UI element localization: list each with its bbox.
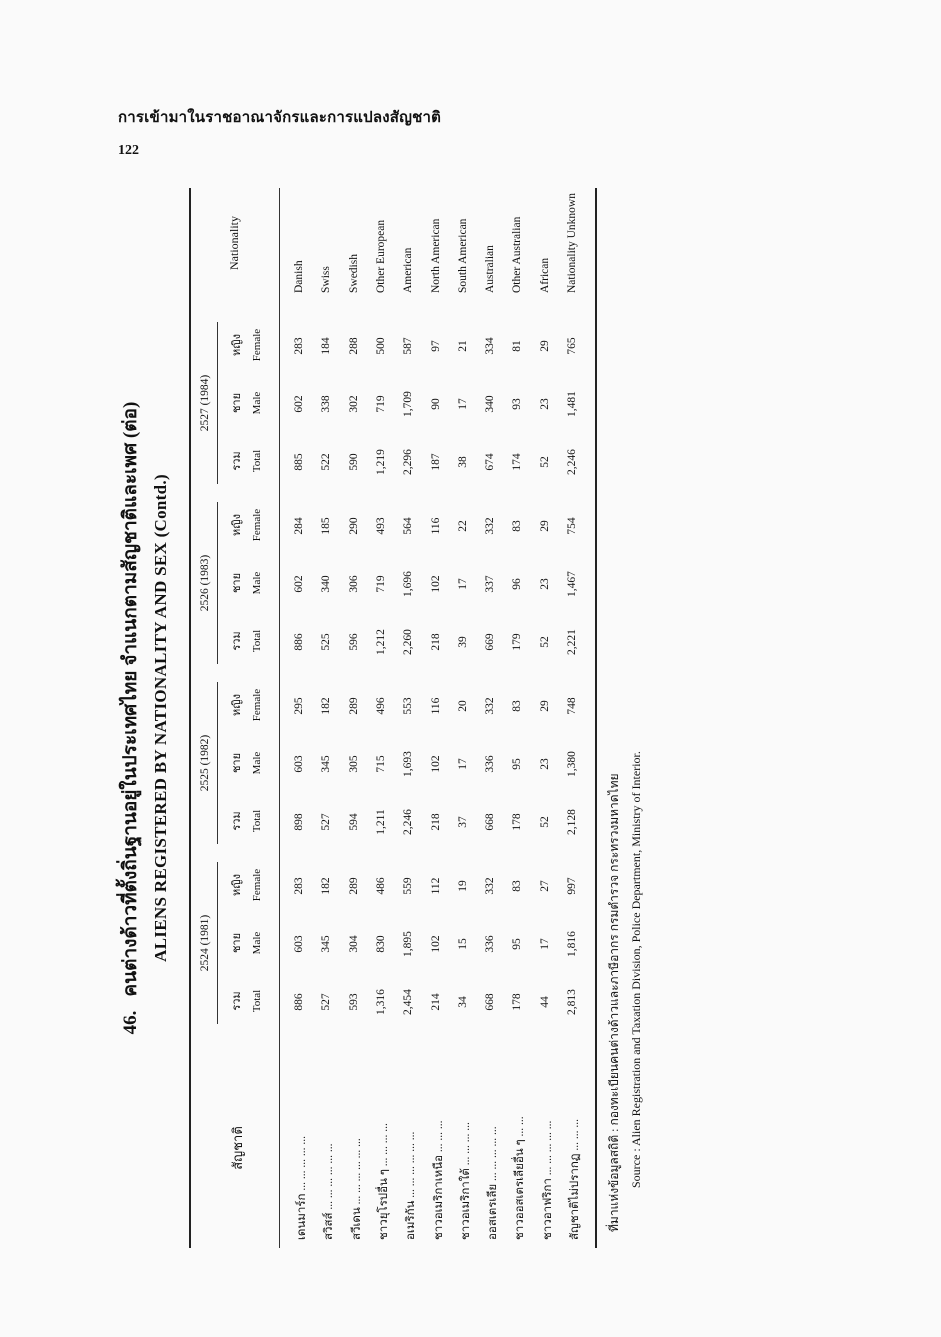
cell-value: 345 — [320, 935, 333, 953]
sub-header-english: Male — [251, 571, 263, 595]
table-row — [457, 188, 483, 1248]
row-label-english: African — [538, 257, 551, 293]
table-row — [539, 188, 565, 1248]
cell-value: 305 — [347, 755, 360, 773]
cell-value: 2,221 — [566, 629, 578, 655]
cell-value: 81 — [511, 340, 524, 352]
cell-value: 97 — [429, 340, 442, 352]
cell-value: 493 — [374, 517, 387, 535]
row-label-english: Swedish — [347, 254, 360, 293]
cell-value: 37 — [456, 816, 469, 828]
year-underline — [217, 862, 218, 1024]
cell-value: 345 — [320, 755, 333, 773]
sub-header-english: Total — [251, 449, 263, 473]
cell-value: 185 — [320, 517, 333, 535]
sub-header-thai: รวม — [231, 811, 243, 831]
cell-value: 34 — [456, 996, 469, 1008]
cell-value: 668 — [484, 993, 497, 1011]
cell-value: 302 — [347, 395, 360, 413]
row-label-thai: สัญชาติไม่ปรากฏ ... ... ... — [569, 1118, 581, 1240]
row-label-english: Other Australian — [511, 216, 524, 293]
sub-header-thai: ชาย — [231, 932, 243, 954]
cell-value: 2,246 — [566, 449, 578, 475]
header-rule — [279, 188, 280, 1248]
cell-value: 184 — [320, 337, 333, 355]
table-row — [375, 188, 401, 1248]
cell-value: 340 — [320, 575, 333, 593]
cell-value: 179 — [511, 633, 524, 651]
row-label-thai: อเมริกัน ... ... ... ... ... ... — [405, 1131, 418, 1240]
cell-value: 596 — [347, 633, 360, 651]
cell-value: 765 — [566, 337, 578, 355]
cell-value: 2,260 — [402, 629, 415, 655]
cell-value: 486 — [374, 877, 387, 895]
cell-value: 2,128 — [566, 809, 578, 835]
cell-value: 17 — [456, 398, 469, 410]
running-head: การเข้ามาในราชอาณาจักรและการแปลงสัญชาติ — [118, 110, 442, 126]
cell-value: 19 — [456, 880, 469, 892]
cell-value: 334 — [484, 337, 497, 355]
cell-value: 1,696 — [402, 571, 415, 597]
sub-header-english: Female — [251, 508, 263, 542]
nationality-header: Nationality — [227, 216, 241, 270]
page-number: 122 — [118, 143, 139, 158]
sub-header-thai: รวม — [231, 451, 243, 471]
cell-value: 116 — [429, 697, 442, 715]
cell-value: 283 — [293, 337, 305, 355]
stub-header: สัญชาติ — [230, 1126, 245, 1170]
cell-value: 997 — [566, 877, 578, 895]
sub-header-thai: ชาย — [231, 752, 243, 774]
cell-value: 1,211 — [374, 809, 387, 835]
row-label-thai: ชาวอเมริกาเหนือ ... ... ... — [432, 1120, 445, 1240]
cell-value: 20 — [456, 700, 469, 712]
year-header: 2524 (1981) — [199, 914, 211, 972]
cell-value: 38 — [456, 456, 469, 468]
cell-value: 553 — [402, 697, 415, 715]
cell-value: 178 — [511, 993, 524, 1011]
cell-value: 27 — [538, 880, 551, 892]
cell-value: 1,709 — [402, 391, 415, 417]
table-row — [402, 188, 428, 1248]
cell-value: 602 — [293, 395, 305, 413]
cell-value: 52 — [538, 456, 551, 468]
cell-value: 603 — [293, 755, 305, 773]
cell-value: 525 — [320, 633, 333, 651]
cell-value: 340 — [484, 395, 497, 413]
cell-value: 719 — [374, 395, 387, 413]
sub-header-thai: รวม — [231, 631, 243, 651]
sub-header-english: Female — [251, 688, 263, 722]
cell-value: 214 — [429, 993, 442, 1011]
sub-header-thai: ชาย — [231, 572, 243, 594]
cell-value: 288 — [347, 337, 360, 355]
cell-value: 332 — [484, 697, 497, 715]
row-label-thai: ชาวอาฟริกา ... ... ... ... ... — [541, 1120, 554, 1240]
cell-value: 290 — [347, 517, 360, 535]
cell-value: 29 — [538, 340, 551, 352]
row-label-thai: ชาวยุโรปอื่น ๆ ... ... ... ... — [377, 1123, 390, 1240]
cell-value: 1,219 — [374, 449, 387, 475]
sub-header-english: Female — [251, 868, 263, 902]
row-label-english: Swiss — [320, 266, 333, 293]
sub-header-english: Total — [251, 809, 263, 833]
cell-value: 218 — [429, 633, 442, 651]
year-header: 2525 (1982) — [199, 734, 211, 792]
row-label-thai: เดนมาร์ก ... ... ... ... ... — [296, 1136, 308, 1240]
cell-value: 715 — [374, 755, 387, 773]
cell-value: 23 — [538, 398, 551, 410]
cell-value: 1,481 — [566, 391, 578, 417]
cell-value: 304 — [347, 935, 360, 953]
row-label-english: Danish — [293, 260, 305, 293]
cell-value: 564 — [402, 517, 415, 535]
cell-value: 112 — [429, 877, 442, 895]
cell-value: 283 — [293, 877, 305, 895]
cell-value: 886 — [293, 633, 305, 651]
cell-value: 674 — [484, 453, 497, 471]
row-label-english: Other European — [374, 219, 387, 293]
cell-value: 590 — [347, 453, 360, 471]
cell-value: 102 — [429, 935, 442, 953]
cell-value: 15 — [456, 938, 469, 950]
cell-value: 1,693 — [402, 751, 415, 777]
cell-value: 178 — [511, 813, 524, 831]
year-header: 2526 (1983) — [199, 554, 211, 612]
cell-value: 44 — [538, 996, 551, 1008]
year-underline — [217, 502, 218, 664]
cell-value: 17 — [456, 578, 469, 590]
cell-value: 289 — [347, 697, 360, 715]
row-label-english: American — [402, 247, 415, 293]
cell-value: 93 — [511, 398, 524, 410]
cell-value: 2,454 — [402, 989, 415, 1015]
cell-value: 52 — [538, 636, 551, 648]
cell-value: 95 — [511, 758, 524, 770]
source-english: Source : Alien Registration and Taxation Division, Police Department, Ministry of Interior. — [629, 751, 643, 1188]
cell-value: 1,380 — [566, 751, 578, 777]
cell-value: 218 — [429, 813, 442, 831]
title-thai-text: คนต่างด้าวที่ตั้งถิ่นฐานอยู่ในประเทศไทย จำแนกตามสัญชาติและเพศ (ต่อ) — [120, 401, 141, 997]
cell-value: 885 — [293, 453, 305, 471]
year-underline — [217, 322, 218, 484]
row-label-thai: สวีเดน ... ... ... ... ... ... — [350, 1138, 363, 1240]
cell-value: 90 — [429, 398, 442, 410]
row-label-thai: ออสเตรเลีย ... ... ... ... ... — [487, 1126, 500, 1240]
cell-value: 83 — [511, 880, 524, 892]
cell-value: 336 — [484, 935, 497, 953]
cell-value: 182 — [320, 877, 333, 895]
cell-value: 332 — [484, 517, 497, 535]
cell-value: 83 — [511, 520, 524, 532]
table-row — [320, 188, 346, 1248]
cell-value: 527 — [320, 813, 333, 831]
cell-value: 187 — [429, 453, 442, 471]
cell-value: 1,895 — [402, 931, 415, 957]
rotated-table — [115, 188, 655, 1248]
sub-header-thai: หญิง — [231, 694, 243, 716]
cell-value: 602 — [293, 575, 305, 593]
cell-value: 83 — [511, 700, 524, 712]
cell-value: 338 — [320, 395, 333, 413]
table-row — [511, 188, 537, 1248]
cell-value: 96 — [511, 578, 524, 590]
row-label-thai: ชาวอเมริกาใต้ ... ... ... ... — [459, 1122, 472, 1240]
cell-value: 52 — [538, 816, 551, 828]
table-number: 46. — [120, 1010, 141, 1035]
table-row — [430, 188, 456, 1248]
cell-value: 748 — [566, 697, 578, 715]
cell-value: 1,316 — [374, 989, 387, 1015]
cell-value: 95 — [511, 938, 524, 950]
cell-value: 182 — [320, 697, 333, 715]
cell-value: 174 — [511, 453, 524, 471]
cell-value: 102 — [429, 755, 442, 773]
sub-header-english: Female — [251, 328, 263, 362]
cell-value: 23 — [538, 578, 551, 590]
cell-value: 603 — [293, 935, 305, 953]
cell-value: 21 — [456, 340, 469, 352]
cell-value: 29 — [538, 700, 551, 712]
cell-value: 17 — [456, 758, 469, 770]
cell-value: 295 — [293, 697, 305, 715]
top-rule — [189, 188, 191, 1248]
cell-value: 102 — [429, 575, 442, 593]
cell-value: 669 — [484, 633, 497, 651]
year-header: 2527 (1984) — [199, 374, 211, 432]
sub-header-english: Total — [251, 629, 263, 653]
cell-value: 1,467 — [566, 571, 578, 597]
row-label-english: South American — [456, 218, 469, 293]
cell-value: 289 — [347, 877, 360, 895]
cell-value: 898 — [293, 813, 305, 831]
bottom-rule — [595, 188, 597, 1248]
table-row — [293, 188, 319, 1248]
cell-value: 1,212 — [374, 629, 387, 655]
cell-value: 22 — [456, 520, 469, 532]
cell-value: 754 — [566, 517, 578, 535]
sub-header-thai: ชาย — [231, 392, 243, 414]
table-row — [348, 188, 374, 1248]
table-title-thai — [115, 188, 145, 1248]
cell-value: 1,816 — [566, 931, 578, 957]
cell-value: 2,246 — [402, 809, 415, 835]
source-thai: ที่มาแห่งข้อมูลสถิติ : กองทะเบียนคนต่างด้าวและภาษีอากร กรมตำรวจ กระทรวงมหาดไทย — [607, 773, 621, 1232]
year-underline — [217, 682, 218, 844]
cell-value: 886 — [293, 993, 305, 1011]
cell-value: 39 — [456, 636, 469, 648]
sub-header-english: Male — [251, 751, 263, 775]
cell-value: 336 — [484, 755, 497, 773]
row-label-english: North American — [429, 218, 442, 293]
row-label-thai: สวิสส์ ... ... ... ... ... ... — [323, 1143, 336, 1240]
cell-value: 522 — [320, 453, 333, 471]
cell-value: 23 — [538, 758, 551, 770]
row-label-english: Nationality Unknown — [566, 193, 578, 293]
cell-value: 527 — [320, 993, 333, 1011]
cell-value: 587 — [402, 337, 415, 355]
cell-value: 668 — [484, 813, 497, 831]
row-label-english: Australian — [484, 245, 497, 293]
cell-value: 306 — [347, 575, 360, 593]
sub-header-english: Total — [251, 989, 263, 1013]
cell-value: 594 — [347, 813, 360, 831]
table-row — [566, 188, 592, 1248]
cell-value: 29 — [538, 520, 551, 532]
table-title-english: ALIENS REGISTERED BY NATIONALITY AND SEX (Contd.) — [151, 474, 170, 962]
cell-value: 2,296 — [402, 449, 415, 475]
row-label-thai: ชาวออสเตรเลียอื่น ๆ ... ... — [514, 1116, 527, 1240]
cell-value: 284 — [293, 517, 305, 535]
sub-header-english: Male — [251, 391, 263, 415]
sub-header-english: Male — [251, 931, 263, 955]
cell-value: 17 — [538, 938, 551, 950]
cell-value: 830 — [374, 935, 387, 953]
cell-value: 332 — [484, 877, 497, 895]
cell-value: 2,813 — [566, 989, 578, 1015]
sub-header-thai: รวม — [231, 991, 243, 1011]
sub-header-thai: หญิง — [231, 874, 243, 896]
cell-value: 500 — [374, 337, 387, 355]
cell-value: 559 — [402, 877, 415, 895]
sub-header-thai: หญิง — [231, 514, 243, 536]
sub-header-thai: หญิง — [231, 334, 243, 356]
cell-value: 337 — [484, 575, 497, 593]
table-row — [484, 188, 510, 1248]
cell-value: 496 — [374, 697, 387, 715]
cell-value: 116 — [429, 517, 442, 535]
cell-value: 719 — [374, 575, 387, 593]
cell-value: 593 — [347, 993, 360, 1011]
